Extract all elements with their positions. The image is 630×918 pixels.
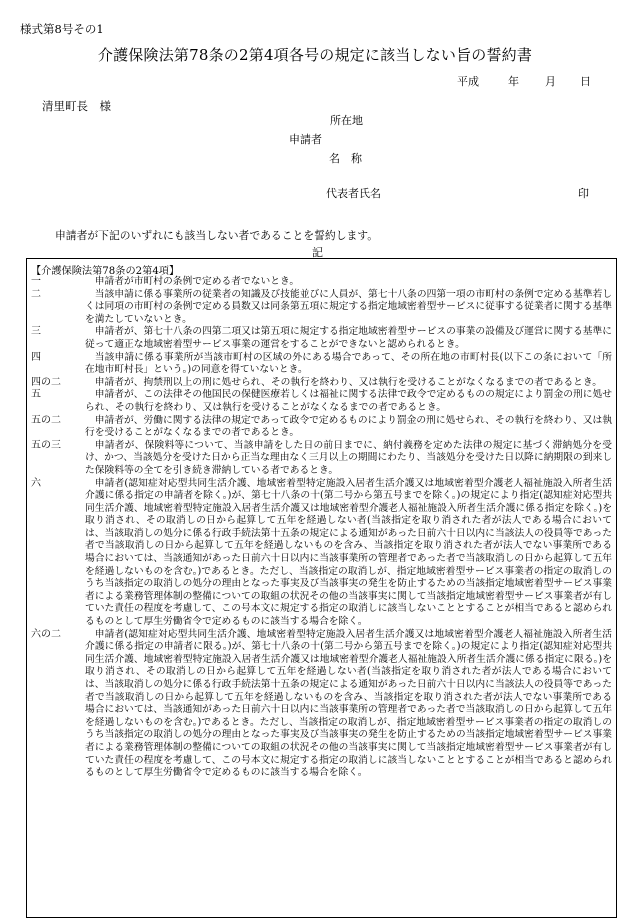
item-text: 申請者(認知症対応型共同生活介護、地域密着型特定施設入居者生活介護又は地域密着型介護老人福祉施設入所者生活介護に係る指定の申請者を除く。)が、第七十八条の十(第二号から第五号までを除く。)の規定により指定(認知症対応型共同生活介護、地域密着型特定施設入居者生活介護又は地域密着型介護老人福祉施設入所者生活介護に係る指定を除く。)を取り消され、その取消しの日から起算して五年を経過しない者(当該指定を取り消された者が法人である場合においては、当該取消しの処分に係る行政手続法第十五条の規定による通知があった日前六十日以内に当該法人の役員等であった者で当該取消しの日から起算して五年を経過しないものを含み、当該指定を取り消された者が法人でない事業所である場合においては、当該通知があった日前六十日以内に当該事業所の管理者であった者で当該取消しの日から起算して五年を経過しないものを含む。)であるとき。ただし、当該指定の取消しが、指定地域密着型サービス事業者の指定の取消しのうち当該指定の取消しの処分の理由となった事実及び当該事実の発生を防止するための当該指定地域密着型サービス事業者による業務管理体制の整備についての取組の状況その他の当該事実に関して当該指定地域密着型サービス事業者が有していた責任の程度を考慮して、この号本文に規定する指定の取消しに該当しないこととすることが相当であると認められるものとして厚生労働省令で定めるものに該当する場合を除く。: [85, 477, 612, 628]
address-label: 所在地: [330, 114, 363, 127]
document-title: 介護保険法第78条の2第4項各号の規定に該当しない旨の誓約書: [97, 46, 533, 64]
applicant-label: 申請者: [289, 133, 322, 146]
item-list: [31, 276, 612, 780]
item-text: 申請者が市町村の条例で定める者でないとき。: [94, 276, 300, 287]
item-number: 六の二: [31, 628, 61, 640]
list-item: [31, 440, 612, 478]
list-item: [31, 352, 612, 377]
list-item: [31, 415, 612, 440]
item-number: 六: [31, 477, 41, 489]
item-number: 四の二: [31, 376, 61, 388]
item-number: 五の二: [31, 414, 61, 426]
list-item: [31, 276, 612, 289]
date-era: 平成: [457, 75, 479, 88]
ki-heading: 記: [312, 246, 323, 259]
representative-label: 代表者氏名: [326, 187, 381, 200]
item-text: 当該申請に係る事業所が当該市町村の区域の外にある場合であって、その所在地の市町村長(以下この条において「所在地市町村長」という。)の同意を得ていないとき。: [85, 351, 612, 376]
item-text: 申請者が、この法律その他国民の保健医療若しくは福祉に関する法律で政令で定めるものの規定により罰金の刑に処せられ、その執行を終わり、又は執行を受けることがなくなるまでの者であるとき。: [85, 389, 612, 413]
item-text: 申請者が、保険料等について、当該申請をした日の前日までに、納付義務を定めた法律の規定に基づく滞納処分を受け、かつ、当該処分を受けた日から正当な理由なく三月以上の期間にわたり、当該処分を受けた日以降に納期限の到来した保険料等の全てを引き続き滞納している者であるとき。: [85, 439, 612, 476]
item-text: 当該申請に係る事業所の従業者の知識及び技能並びに人員が、第七十八条の四第一項の市町村の条例で定める基準若しくは同項の市町村の条例で定める員数又は同条第五項に規定する指定地域密着型サービスに従事する従業者に関する基準を満たしていないとき。: [85, 288, 612, 325]
date-day: 日: [580, 75, 591, 88]
list-item: [31, 478, 612, 629]
list-item: [31, 389, 612, 414]
item-text: 申請者(認知症対応型共同生活介護、地域密着型特定施設入居者生活介護又は地域密着型介護老人福祉施設入所者生活介護に係る指定の申請者に限る。)が、第七十八条の十(第二号から第五号までを除く。)の規定により指定(認知症対応型共同生活介護、地域密着型特定施設入居者生活介護又は地域密着型介護老人福祉施設入所者生活介護に係る指定に限る。)を取り消され、その取消しの日から起算して五年を経過しない者(当該指定を取り消された者が法人である場合においては、当該取消しの処分に係る行政手続法第十五条の規定による通知があった日前六十日以内に当該法人の役員等であった者で当該取消しの日から起算して五年を経過しないものを含み、当該指定を取り消された者が法人でない事業所である場合においては、当該通知があった日前六十日以内に当該事業所の管理者であった者で当該取消しの日から起算して五年を経過しないものを含む。)であるとき。ただし、当該指定の取消しが、指定地域密着型サービス事業者の指定の取消しのうち当該指定の取消しの処分の理由となった事実及び当該事実の発生を防止するための当該指定地域密着型サービス事業者による業務管理体制の整備についての取組の状況その他の当該事実に関して当該指定地域密着型サービス事業者が有していた責任の程度を考慮して、この号本文に規定する指定の取消しに該当しないこととすることが相当であると認められるものとして厚生労働省令で定めるものに該当する場合を除く。: [85, 628, 612, 779]
item-number: 二: [31, 288, 41, 300]
form-number: 様式第8号その1: [20, 22, 104, 36]
item-number: 三: [31, 326, 41, 338]
item-number: 五の三: [31, 439, 61, 451]
list-item: [31, 629, 612, 780]
item-text: 申請者が、労働に関する法律の規定であって政令で定めるものにより罰金の刑に処せられ、その執行を終わり、又は執行を受けることがなくなるまでの者であるとき。: [85, 414, 612, 439]
seal-mark: 印: [578, 187, 589, 200]
article-heading: 【介護保険法第78条の2第4項】: [31, 266, 180, 277]
addressee: 清里町長 様: [42, 99, 111, 113]
item-number: 四: [31, 351, 41, 363]
date-month: 月: [545, 75, 556, 88]
name-label: 名 称: [329, 152, 362, 165]
list-item: [31, 289, 612, 327]
declaration-text: 申請者が下記のいずれにも該当しない者であることを誓約します。: [55, 229, 379, 242]
item-number: 五: [31, 389, 41, 401]
date-year: 年: [508, 75, 519, 88]
item-text: 申請者が、第七十八条の四第二項又は第五項に規定する指定地域密着型サービスの事業の設備及び運営に関する基準に従って適正な地域密着型サービス事業の運営をすることができないと認められるとき。: [85, 326, 612, 350]
list-item: [31, 377, 612, 390]
list-item: [31, 326, 612, 351]
article-box: [26, 258, 617, 918]
item-number: 一: [31, 276, 41, 287]
item-text: 申請者が、拘禁刑以上の刑に処せられ、その執行を終わり、又は執行を受けることがなくなるまでの者であるとき。: [94, 376, 602, 388]
